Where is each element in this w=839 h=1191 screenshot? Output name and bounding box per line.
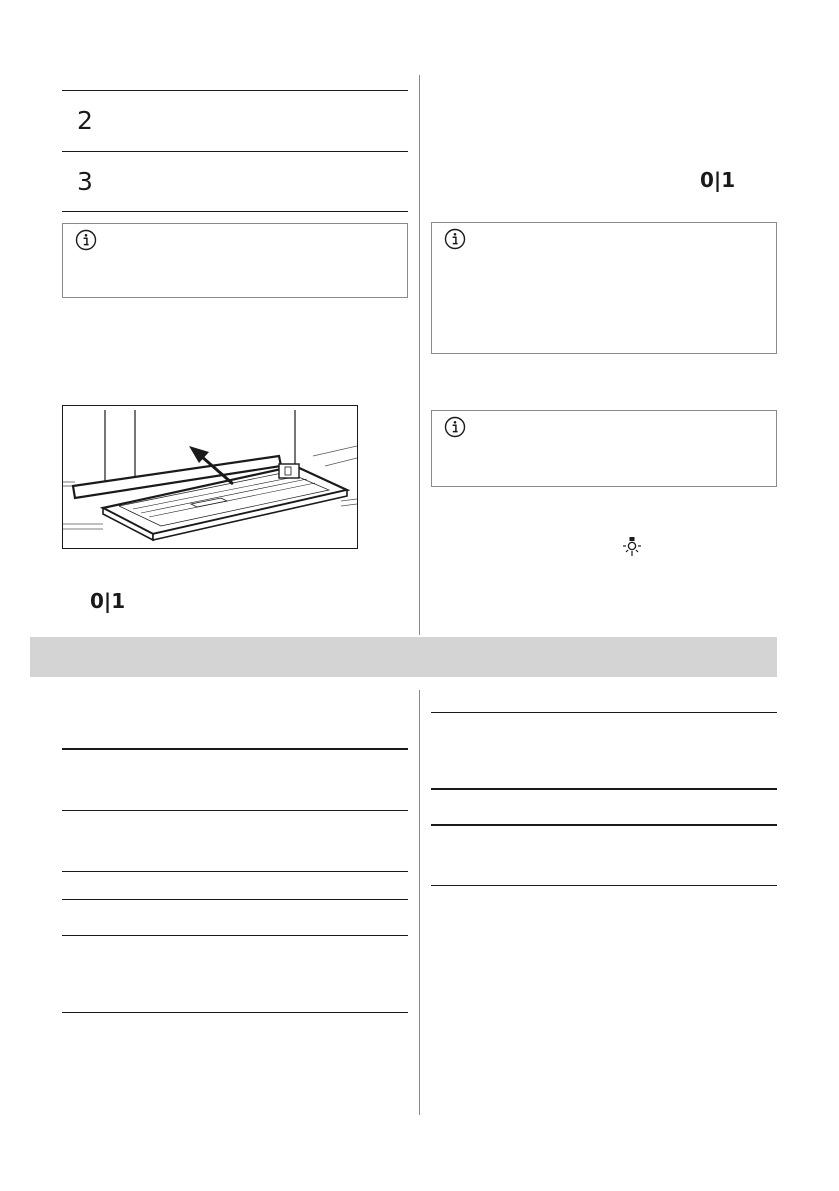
step-rule-bottom [62,211,408,212]
info-icon [75,229,97,251]
table-rule [62,871,408,872]
table-rule [431,885,777,886]
step-rule-mid [62,151,408,152]
step-rule-top [62,90,408,91]
info-icon [444,416,466,438]
on-off-symbol-right: 0|1 [700,168,736,192]
table-rule [62,810,408,811]
table-rule [62,748,408,750]
table-rule [62,935,408,936]
table-rule [431,788,777,790]
hood-drawing [63,406,357,548]
on-off-symbol-left: 0|1 [90,589,126,613]
info-note-right-1 [431,222,777,354]
column-divider-bottom [419,690,420,1115]
light-bulb-icon [622,536,642,558]
column-divider-top [419,75,420,635]
step-number-2: 2 [77,106,93,135]
info-note-right-2 [431,410,777,487]
info-icon [444,228,466,250]
step-number-3: 3 [77,167,93,196]
table-rule [431,824,777,826]
table-rule [431,712,777,713]
table-rule [62,899,408,900]
hood-illustration [62,405,358,549]
info-note-left [62,223,408,298]
section-header-bar [30,637,777,677]
table-rule [62,1012,408,1013]
